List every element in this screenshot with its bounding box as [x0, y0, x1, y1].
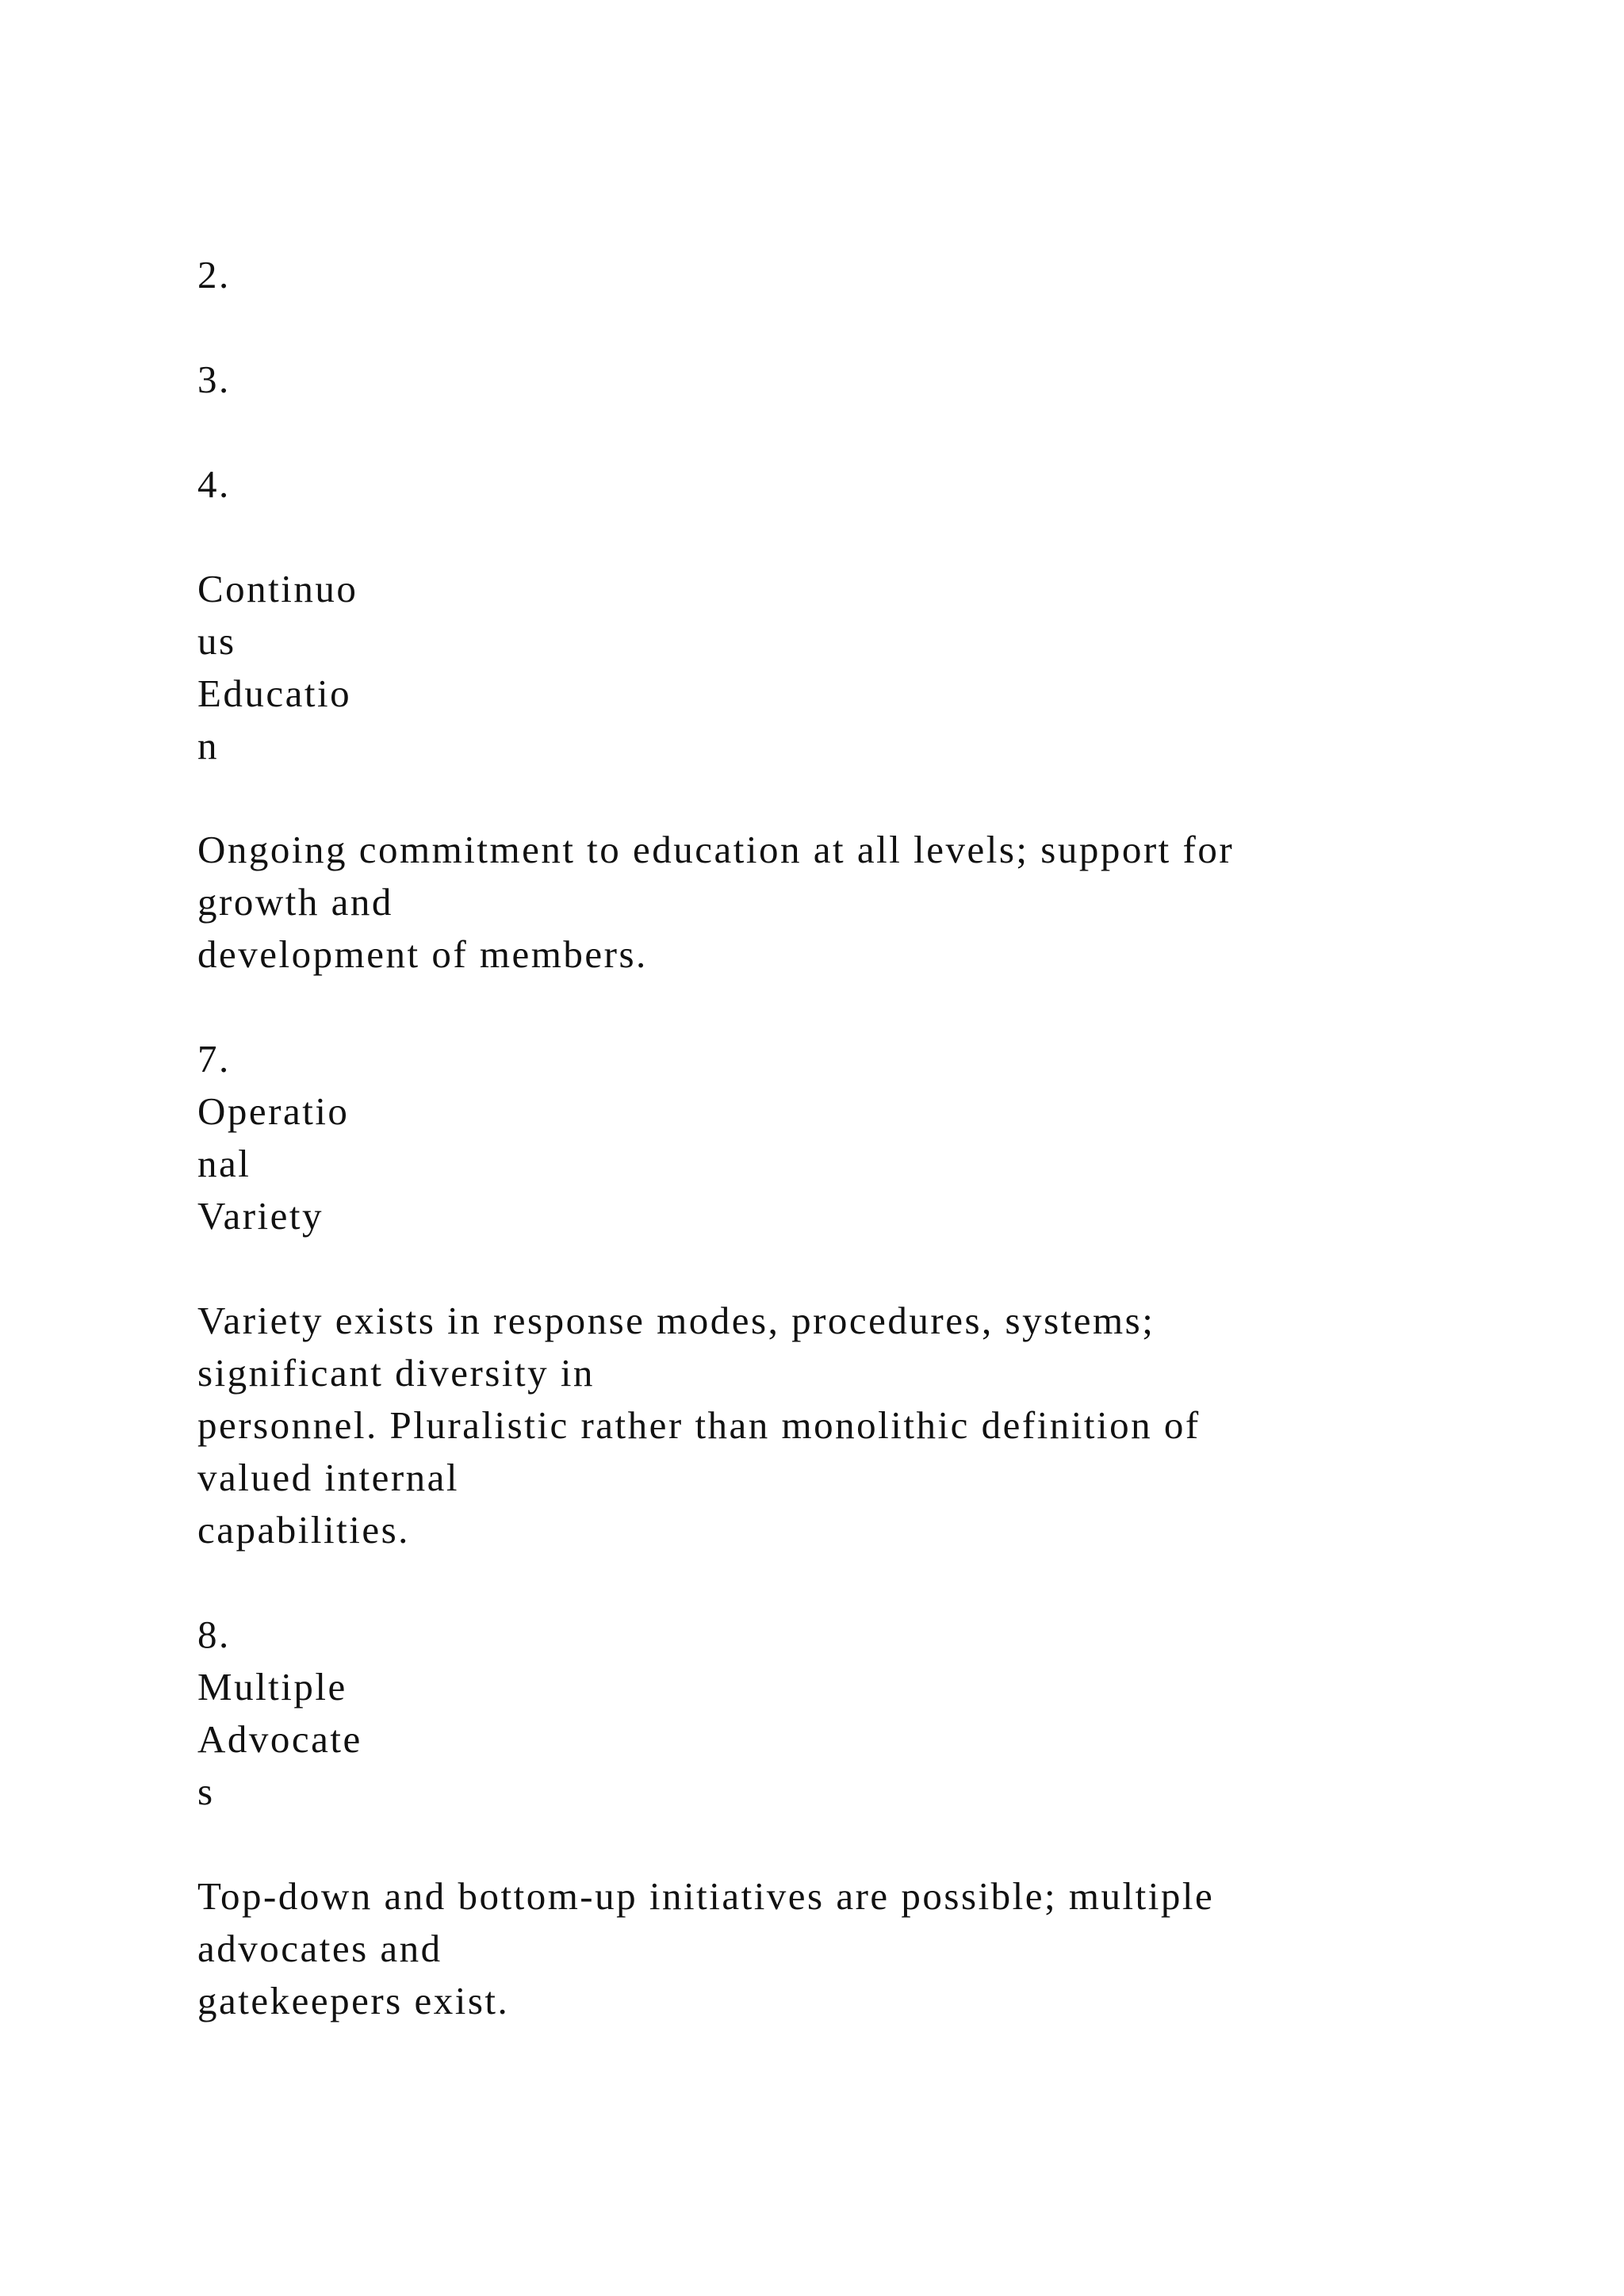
item-number-4: 4.	[197, 462, 231, 506]
section-body-line: personnel. Pluralistic rather than monolithic definition of	[197, 1403, 1201, 1447]
section-body-line: capabilities.	[197, 1508, 410, 1552]
item-number-3: 3.	[197, 358, 231, 401]
section-body-line: growth and	[197, 880, 393, 924]
section-body-line: valued internal	[197, 1456, 460, 1499]
section-body-line: Ongoing commitment to education at all levels; support for	[197, 828, 1235, 871]
section-heading-line: Operatio	[197, 1089, 350, 1133]
section-heading-line: Advocate	[197, 1717, 362, 1761]
section-body-line: Top-down and bottom-up initiatives are possible; multiple	[197, 1874, 1215, 1918]
section-heading-line: us	[197, 619, 236, 663]
section-body-line: significant diversity in	[197, 1351, 595, 1395]
section-heading-line: Continuo	[197, 567, 358, 610]
section-number: 8.	[197, 1613, 231, 1656]
section-body-line: development of members.	[197, 932, 648, 976]
section-heading-line: Multiple	[197, 1665, 347, 1709]
section-body-line: gatekeepers exist.	[197, 1979, 510, 2022]
item-number-2: 2.	[197, 253, 231, 297]
section-body-line: Variety exists in response modes, procedures, systems;	[197, 1299, 1155, 1342]
section-body-line: advocates and	[197, 1927, 442, 1970]
section-heading-line: Educatio	[197, 672, 352, 715]
section-heading-line: Variety	[197, 1194, 324, 1238]
section-heading-line: nal	[197, 1142, 251, 1185]
section-number: 7.	[197, 1037, 231, 1081]
section-heading-line: n	[197, 724, 219, 767]
section-heading-line: s	[197, 1770, 215, 1813]
